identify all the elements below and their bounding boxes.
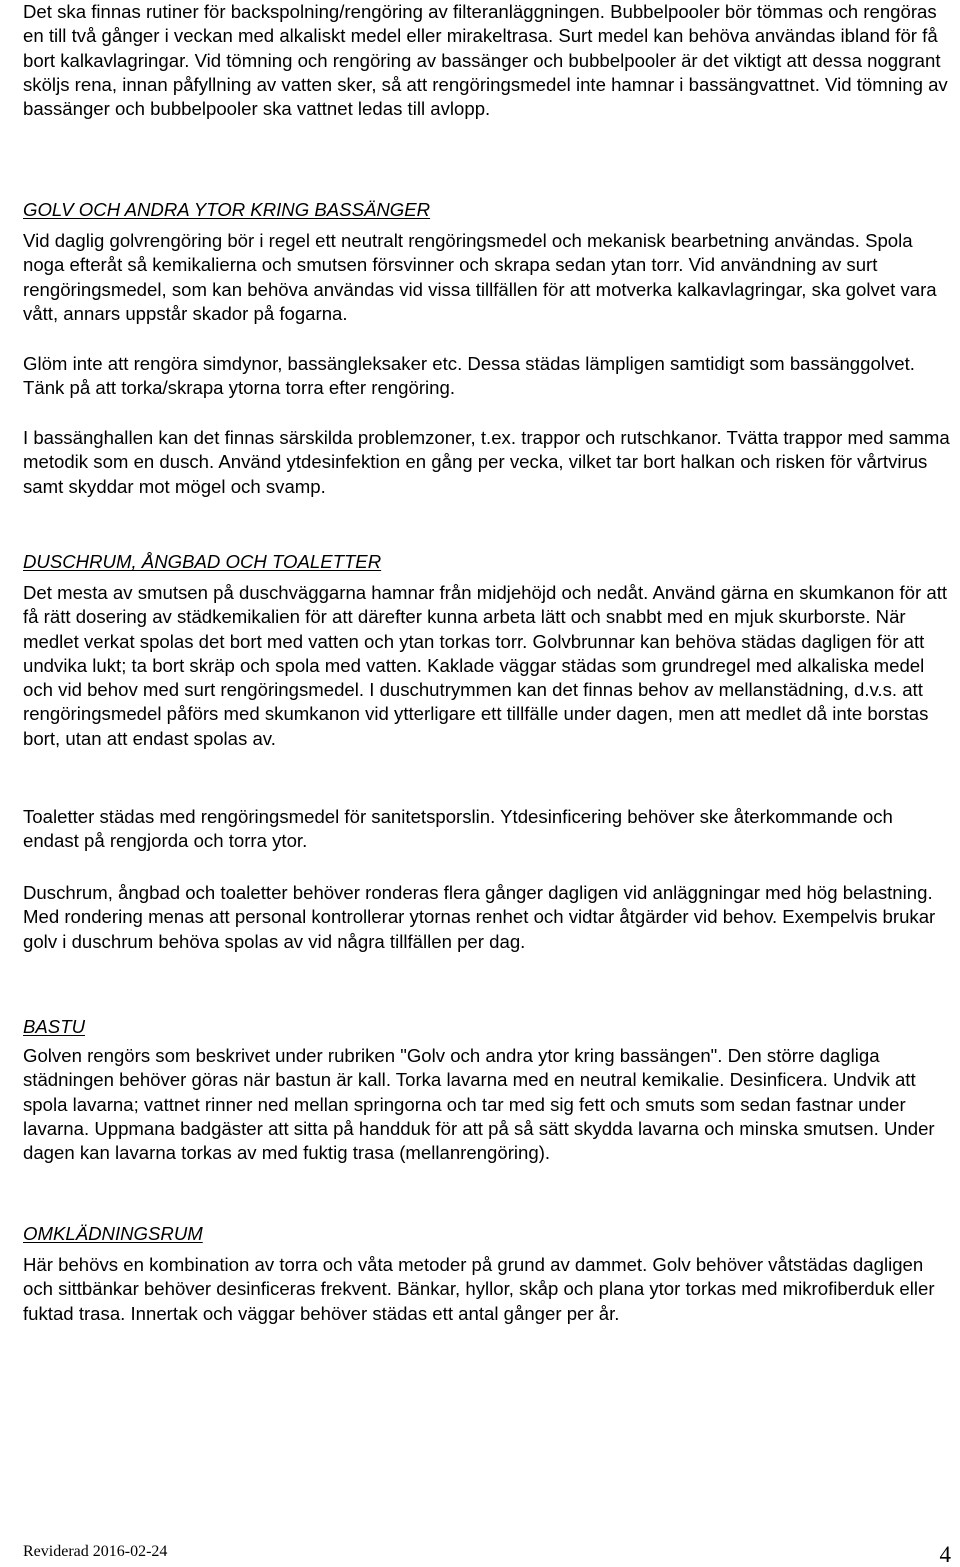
golv-section-2 [23,352,953,401]
golv-paragraph-3: I bassänghallen kan det finnas särskilda problemzoner, t.ex. trappor och rutschkanor. Tvätta trappor med samma metodik som en dusch. Använd ytdesinfektion en gång per vecka, vilket tar bort halkan och risken för vårtvirus samt skyddar mot mögel och svamp. [23,427,950,497]
duschrum-section [23,581,953,751]
golv-section-3 [23,426,953,499]
heading-bastu: BASTU [23,1016,85,1037]
duschrum-paragraph-2: Toaletter städas med rengöringsmedel för sanitetsporslin. Ytdesinficering behöver ske återkommande och endast på rengjorda och torra ytor. [23,806,893,852]
heading-omkladningsrum: OMKLÄDNINGSRUM [23,1223,203,1244]
heading-duschrum: DUSCHRUM, ÅNGBAD OCH TOALETTER [23,551,382,572]
revision-date: Reviderad 2016-02-24 [23,1543,168,1560]
golv-paragraph-2: Glöm inte att rengöra simdynor, bassängleksaker etc. Dessa städas lämpligen samtidigt som bassänggolvet. Tänk på att torka/skrapa ytorna torra efter rengöring. [23,353,915,399]
duschrum-section-3 [23,881,953,954]
duschrum-paragraph-1: Det mesta av smutsen på duschväggarna hamnar från midjehöjd och nedåt. Använd gärna en skumkanon för att få rätt dosering av städkemikalien för att därefter kunna arbeta lätt och snabbt med en mjuk skurborste. När medlet verkat spolas det bort med vatten och ytan torkas torr. Golvbrunnar kan behöva städas dagligen för att undvika lukt; ta bort skräp och spola med vatten. Kaklade väggar städas som grundregel med alkaliska medel och vid behov med surt rengöringsmedel. I duschutrymmen kan det finnas behov av mellanstädning, d.v.s. att rengöringsmedel påförs med skumkanon vid ytterligare ett tillfälle under dagen, men att medlet då inte borstas bort, utan att endast spolas av. [23,582,948,749]
omkladningsrum-section [23,1253,953,1326]
duschrum-paragraph-3: Duschrum, ångbad och toaletter behöver ronderas flera gånger dagligen vid anläggningar med hög belastning. Med rondering menas att personal kontrollerar ytornas renhet och vidtar åtgärder vid behov. Exempelvis brukar golv i duschrum behöva spolas av vid några tillfällen per dag. [23,882,936,952]
bastu-paragraph: Golven rengörs som beskrivet under rubriken "Golv och andra ytor kring bassängen". Den större dagliga städningen behöver göras när bastun är kall. Torka lavarna med en neutral kemikalie. Desinficera. Undvik att spola lavarna; vattnet rinner ned mellan springorna och tar med sig fett och smuts som sedan fastnar under lavarna. Uppmana badgäster att sitta på handduk för att på så sätt skydda lavarna och minska smutsen. Under dagen kan lavarna torkas av med fuktig trasa (mellanrengöring). [23,1045,935,1164]
bastu-section [23,1044,953,1165]
intro-section [23,0,953,121]
intro-paragraph: Det ska finnas rutiner för backspolning/rengöring av filteranläggningen. Bubbelpooler bör tömmas och rengöras en till två gånger i veckan med alkaliskt medel eller mirakeltrasa. Surt medel kan behöva användas ibland för få bort kalkavlagringar. Vid tömning och rengöring av bassänger och bubbelpooler är det viktigt att dessa noggrant sköljs rena, innan påfyllning av vatten sker, så att rengöringsmedel inte hamnar i bassängvattnet. Vid tömning av bassänger och bubbelpooler ska vattnet ledas till avlopp. [23,1,948,120]
golv-section [23,229,953,326]
duschrum-section-2 [23,805,953,854]
omkladningsrum-paragraph: Här behövs en kombination av torra och våta metoder på grund av dammet. Golv behöver våtstädas dagligen och sittbänkar behöver desinficeras frekvent. Bänkar, hyllor, skåp och plana ytor torkas med mikrofiberduk eller fuktad trasa. Innertak och väggar behöver städas ett antal gånger per år. [23,1254,935,1324]
page-number: 4 [939,1542,951,1567]
heading-golv: GOLV OCH ANDRA YTOR KRING BASSÄNGER [23,199,431,220]
golv-paragraph-1: Vid daglig golvrengöring bör i regel ett neutralt rengöringsmedel och mekanisk bearbetning användas. Spola noga efteråt så kemikalierna och smutsen försvinner och skrapa sedan ytan torr. Vid användning av surt rengöringsmedel, som kan behöva användas vid vissa tillfällen för att motverka kalkavlagringar, ska golvet vara vått, annars uppstår skador på fogarna. [23,230,937,324]
